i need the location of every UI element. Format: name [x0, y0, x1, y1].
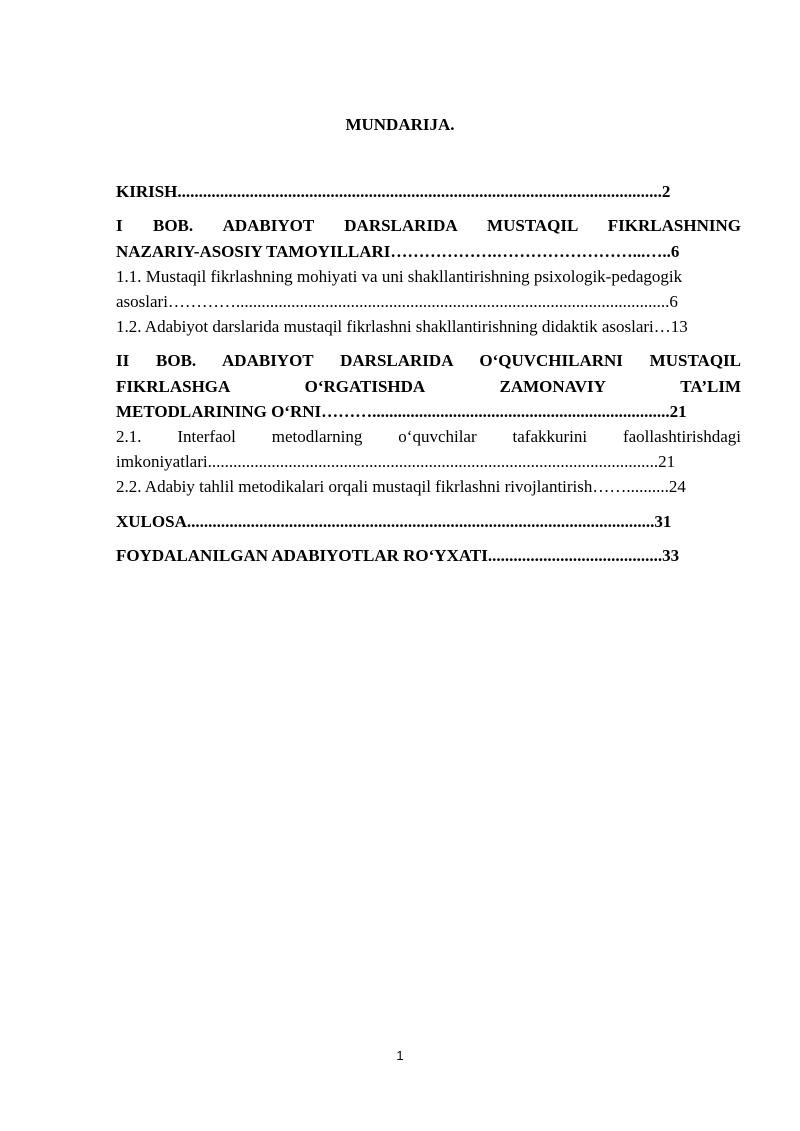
- toc-entry-section-1-1-line2: asoslari…………......................................................................................................6: [116, 292, 678, 311]
- toc-entry-section-2-1-line2: imkoniyatlari..........................................................................................................21: [116, 452, 676, 471]
- toc-entry-section-2-2: 2.2. Adabiy tahlil metodikalari orqali mustaqil fikrlashni rivojlantirish……..........24: [116, 477, 686, 496]
- toc-entry-introduction: KIRISH..................................................................................................................2: [116, 182, 671, 201]
- toc-entry-chapter1-heading-line1: I BOB. ADABIYOT DARSLARIDA MUSTAQIL FIKRLASHNING: [116, 216, 741, 235]
- toc-entry-conclusion: XULOSA..............................................................................................................31: [116, 512, 672, 531]
- toc-title: MUNDARIJA.: [345, 115, 455, 134]
- toc-entry-chapter2-heading-line3: METODLARINING O‘RNI………......................................................................21: [116, 402, 687, 421]
- page-number: 1: [396, 1048, 404, 1063]
- toc-entry-chapter2-heading-line1: II BOB. ADABIYOT DARSLARIDA O‘QUVCHILARNI MUSTAQIL: [116, 351, 741, 370]
- toc-entry-references: FOYDALANILGAN ADABIYOTLAR RO‘YXATI.........................................33: [116, 546, 680, 565]
- toc-entry-section-1-1-line1: 1.1. Mustaqil fikrlashning mohiyati va uni shakllantirishning psixologik-pedagogik: [116, 267, 683, 286]
- toc-entry-chapter1-heading-line2: NAZARIY-ASOSIY TAMOYILLARI……………….……………………...…..6: [116, 242, 680, 261]
- toc-entry-section-1-2: 1.2. Adabiyot darslarida mustaqil fikrlashni shakllantirishning didaktik asoslari…13: [116, 317, 688, 336]
- toc-entry-section-2-1-line1: 2.1. Interfaol metodlarning o‘quvchilar tafakkurini faollashtirishdagi: [116, 427, 741, 446]
- toc-entry-chapter2-heading-line2: FIKRLASHGA O‘RGATISHDA ZAMONAVIY TA’LIM: [116, 377, 741, 396]
